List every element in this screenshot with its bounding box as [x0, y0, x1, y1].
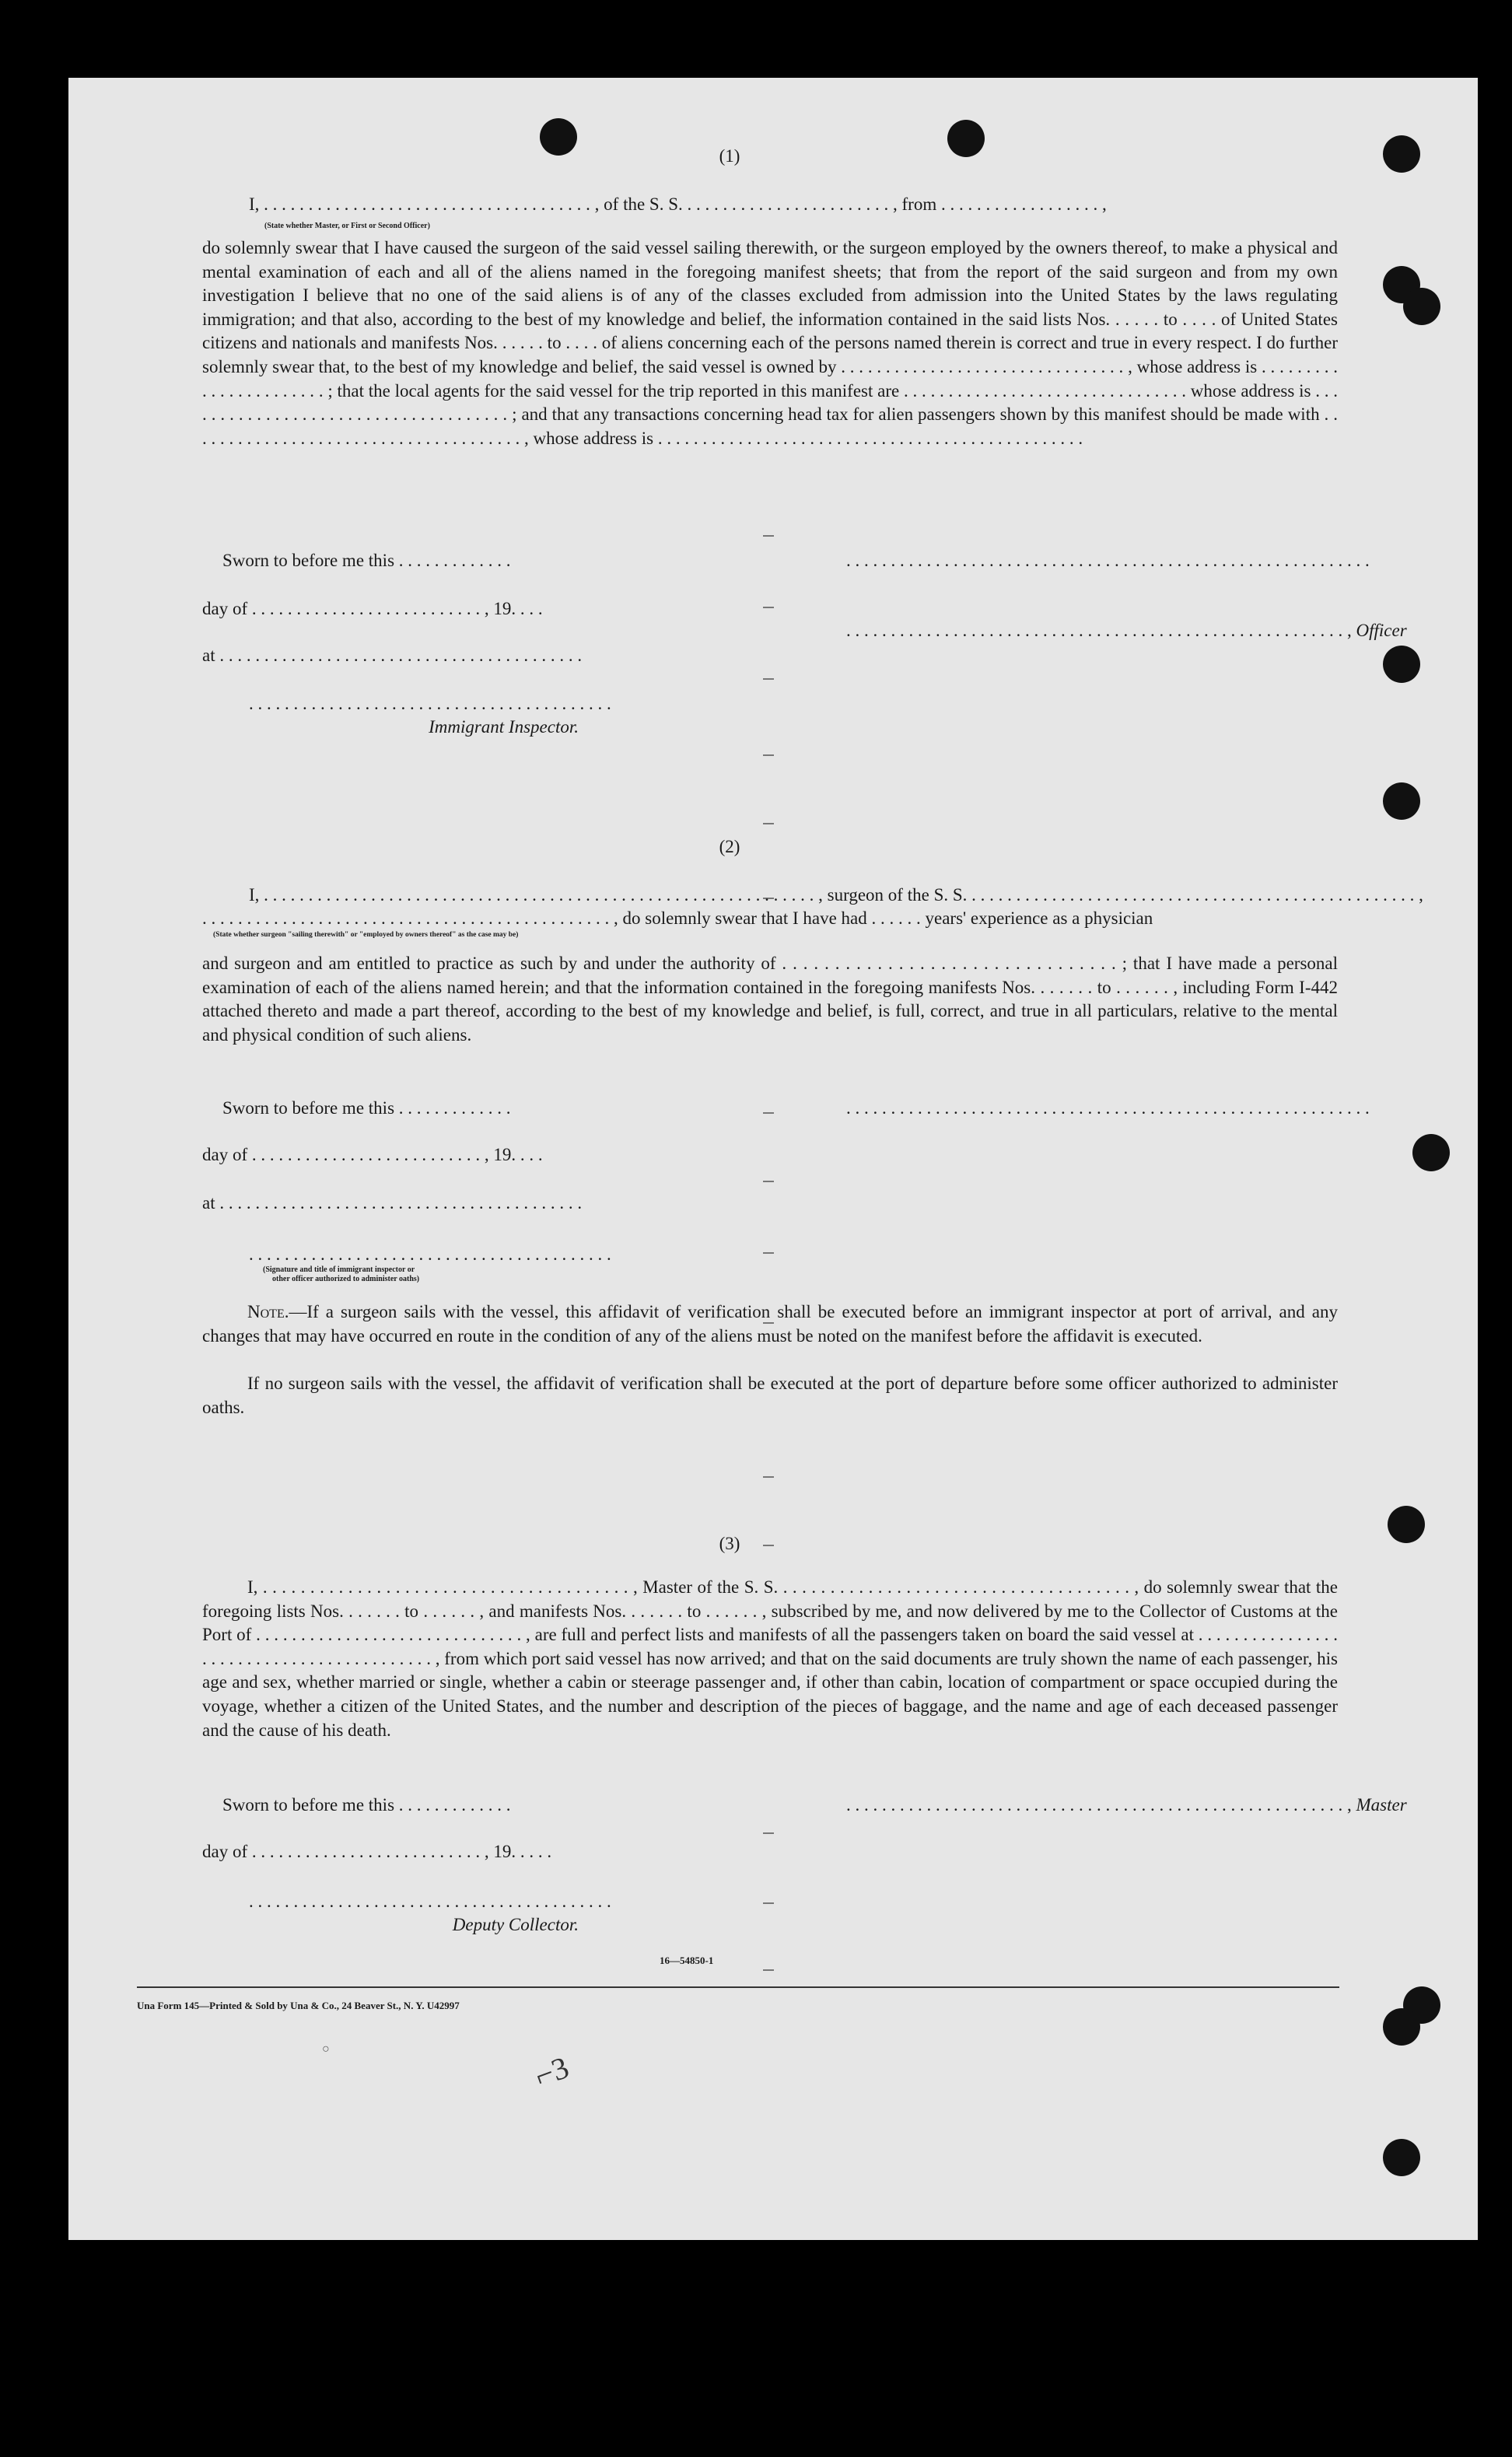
section-2-second-line: . . . . . . . . . . . . . . . . . . . . . . . . . . . . . . . . . . . . . . . . . . . . . . , do solemnly swear that I have had . . . . . . years' experience as a physician	[202, 908, 1153, 928]
section-2-signature-note-1: (Signature and title of immigrant inspector or	[263, 1265, 415, 1274]
section-2-body: and surgeon and am entitled to practice as such by and under the authority of . . . . . . . . . . . . . . . . . . . . . . . . . . . . . . . . ; that I have made a personal examination of each of the aliens named herein; and that the information contained in the foregoing manifests Nos. . . . . . . to . . . . . . , including Form I-442 attached thereto and made a part thereof, according to the best of my knowledge and belief, is full, correct, and true in all particulars, relative to the mental and physical condition of such aliens.	[202, 954, 1338, 1045]
section-2-note-second: If no surgeon sails with the vessel, the affidavit of verification shall be executed at the port of departure before some officer authorized to administer oaths.	[202, 1374, 1338, 1417]
document-page	[68, 78, 1478, 2240]
section-1-title: (1)	[719, 146, 740, 166]
section-3-title: (3)	[719, 1534, 740, 1553]
section-2-title: (2)	[719, 837, 740, 856]
section-3-master-line: . . . . . . . . . . . . . . . . . . . . . . . . . . . . . . . . . . . . . . . . . . . . . . . . . . . . . . . . , Master	[846, 1795, 1407, 1815]
section-1-day-line: day of . . . . . . . . . . . . . . . . . . . . . . . . . . , 19. . . .	[202, 599, 543, 618]
punch-hole	[947, 120, 985, 157]
note-label: Note.	[247, 1302, 289, 1321]
immigrant-inspector-label: Immigrant Inspector.	[429, 717, 579, 737]
section-1-body: do solemnly swear that I have caused the surgeon of the said vessel sailing therewith, or the surgeon employed by the owners thereof, to make a physical and mental examination of each and all of the aliens named in the foregoing manifest sheets; that from the report of the said surgeon and from my own investigation I believe that no one of the said aliens is of any of the classes excluded from admission into the United States by the laws regulating immigration; and that also, according to the best of my knowledge and belief, the information contained in the said lists Nos. . . . . . to . . . . of United States citizens and nationals and manifests Nos. . . . . . to . . . . of aliens concerning each of the persons named therein is correct and true in every respect. I do further solemnly swear that, to the best of my knowledge and belief, the said vessel is owned by . . . . . . . . . . . . . . . . . . . . . . . . . . . . . . . . , whose address is . . . . . . . . . . . . . . . . . . . . . . . ; that the local agents for the said vessel for the trip reported in this manifest are . . . . . . . . . . . . . . . . . . . . . . . . . . . . . . . . whose address is . . . . . . . . . . . . . . . . . . . . . . . . . . . . . . . . . . . . . ; and that any transactions concerning head tax for alien passengers shown by this manifest should be made with . . . . . . . . . . . . . . . . . . . . . . . . . . . . . . . . . . . . . . , whose address is . . . . . . . . . . . . . . . . . . . . . . . . . . . . . . . . . . . . . . . . . . . . . . . .	[202, 238, 1338, 448]
section-2-subcaption: (State whether surgeon "sailing therewith" or "employed by owners thereof" as the case may be)	[213, 931, 519, 939]
footer-rule	[137, 1986, 1339, 1988]
punch-hole	[1412, 1134, 1450, 1171]
punch-hole	[1383, 782, 1420, 820]
master-label: Master	[1356, 1795, 1407, 1815]
handwritten-mark: ⌐3	[530, 2049, 573, 2094]
punch-hole	[1403, 288, 1440, 325]
section-1-sworn-line: Sworn to before me this . . . . . . . . . . . . .	[222, 551, 511, 570]
section-2-day-line: day of . . . . . . . . . . . . . . . . . . . . . . . . . . , 19. . . .	[202, 1145, 543, 1164]
section-2-sworn-line: Sworn to before me this . . . . . . . . . . . . .	[222, 1098, 511, 1118]
section-1-subcaption: (State whether Master, or First or Second Officer)	[264, 222, 430, 230]
punch-hole	[1383, 2008, 1420, 2046]
printer-footer: Una Form 145—Printed & Sold by Una & Co., 24 Beaver St., N. Y. U42997	[137, 2000, 460, 2011]
section-2-opening-line: I, . . . . . . . . . . . . . . . . . . . . . . . . . . . . . . . . . . . . . . . . . . . . . . . . . . . . . . . . . . . . . . , surgeon of the S. S. . . . . . . . . . . . . . . . . . . . . . . . . . . . . . . . . . . . . . . . . . . . . . . . . . . ,	[249, 885, 1423, 905]
note-paragraph-1: —If a surgeon sails with the vessel, this affidavit of verification shall be executed before an immigrant inspector at port of arrival, and any changes that may have occurred en route in the condition of any of the aliens must be noted on the manifest before the affidavit is executed.	[202, 1302, 1338, 1346]
officer-label: Officer	[1356, 621, 1407, 640]
section-2-at-line: at . . . . . . . . . . . . . . . . . . . . . . . . . . . . . . . . . . . . . . . . .	[202, 1193, 583, 1213]
punch-hole	[1388, 1506, 1425, 1543]
section-3-sworn-line: Sworn to before me this . . . . . . . . . . . . .	[222, 1795, 511, 1815]
section-1-inspector-dots: . . . . . . . . . . . . . . . . . . . . . . . . . . . . . . . . . . . . . . . . .	[249, 694, 611, 713]
small-circle-mark: ○	[322, 2042, 330, 2056]
section-2-note	[202, 1300, 1338, 1348]
punch-hole	[1383, 646, 1420, 683]
section-1-officer-line: . . . . . . . . . . . . . . . . . . . . . . . . . . . . . . . . . . . . . . . . . . . . . . . . . . . . . . . . , Officer	[846, 621, 1407, 640]
section-3-collector-dots: . . . . . . . . . . . . . . . . . . . . . . . . . . . . . . . . . . . . . . . . .	[249, 1892, 611, 1911]
section-3-day-line: day of . . . . . . . . . . . . . . . . . . . . . . . . . . , 19. . . . .	[202, 1842, 552, 1861]
deputy-collector-label: Deputy Collector.	[452, 1915, 579, 1934]
section-1-opening-line: I, . . . . . . . . . . . . . . . . . . . . . . . . . . . . . . . . . . . . . , of the S. S. . . . . . . . . . . . . . . . . . . . . . . . , from . . . . . . . . . . . . . . . . . . ,	[249, 194, 1107, 214]
section-3-body: I, . . . . . . . . . . . . . . . . . . . . . . . . . . . . . . . . . . . . . . . , Master of the S. S. . . . . . . . . . . . . . . . . . . . . . . . . . . . . . . . . . . . . . , do solemnly swear that the foregoing lists Nos. . . . . . . to . . . . . . , and manifests Nos. . . . . . . to . . . . . . , subscribed by me, and now delivered by me to the Collector of Customs at the Port of . . . . . . . . . . . . . . . . . . . . . . . . . . . . . . , are full and perfect lists and manifests of all the passengers taken on board the said vessel at . . . . . . . . . . . . . . . . . . . . . . . . . . . . . . . . . . . . . . . . . . , from which port said vessel has now arrived; and that on the said documents are truly shown the name of each passenger, his age and sex, whether married or single, whether a cabin or steerage passenger and, if other than cabin, location of compartment or space occupied during the voyage, whether a citizen of the United States, and the number and description of the pieces of baggage, and the name and age of each deceased passenger and the cause of his death.	[202, 1577, 1338, 1740]
section-1-signature-line: . . . . . . . . . . . . . . . . . . . . . . . . . . . . . . . . . . . . . . . . . . . . . . . . . . . . . . . . . . .	[846, 551, 1370, 570]
form-number: 16—54850-1	[660, 1955, 714, 1966]
section-2-signature-note-2: other officer authorized to administer oaths)	[272, 1275, 420, 1283]
section-2-signature-dots: . . . . . . . . . . . . . . . . . . . . . . . . . . . . . . . . . . . . . . . . .	[249, 1244, 611, 1264]
punch-hole	[1383, 2139, 1420, 2176]
section-1-at-line: at . . . . . . . . . . . . . . . . . . . . . . . . . . . . . . . . . . . . . . . . .	[202, 646, 583, 665]
punch-hole	[540, 118, 577, 156]
section-2-signature-line: . . . . . . . . . . . . . . . . . . . . . . . . . . . . . . . . . . . . . . . . . . . . . . . . . . . . . . . . . . .	[846, 1098, 1370, 1118]
punch-hole	[1383, 135, 1420, 173]
